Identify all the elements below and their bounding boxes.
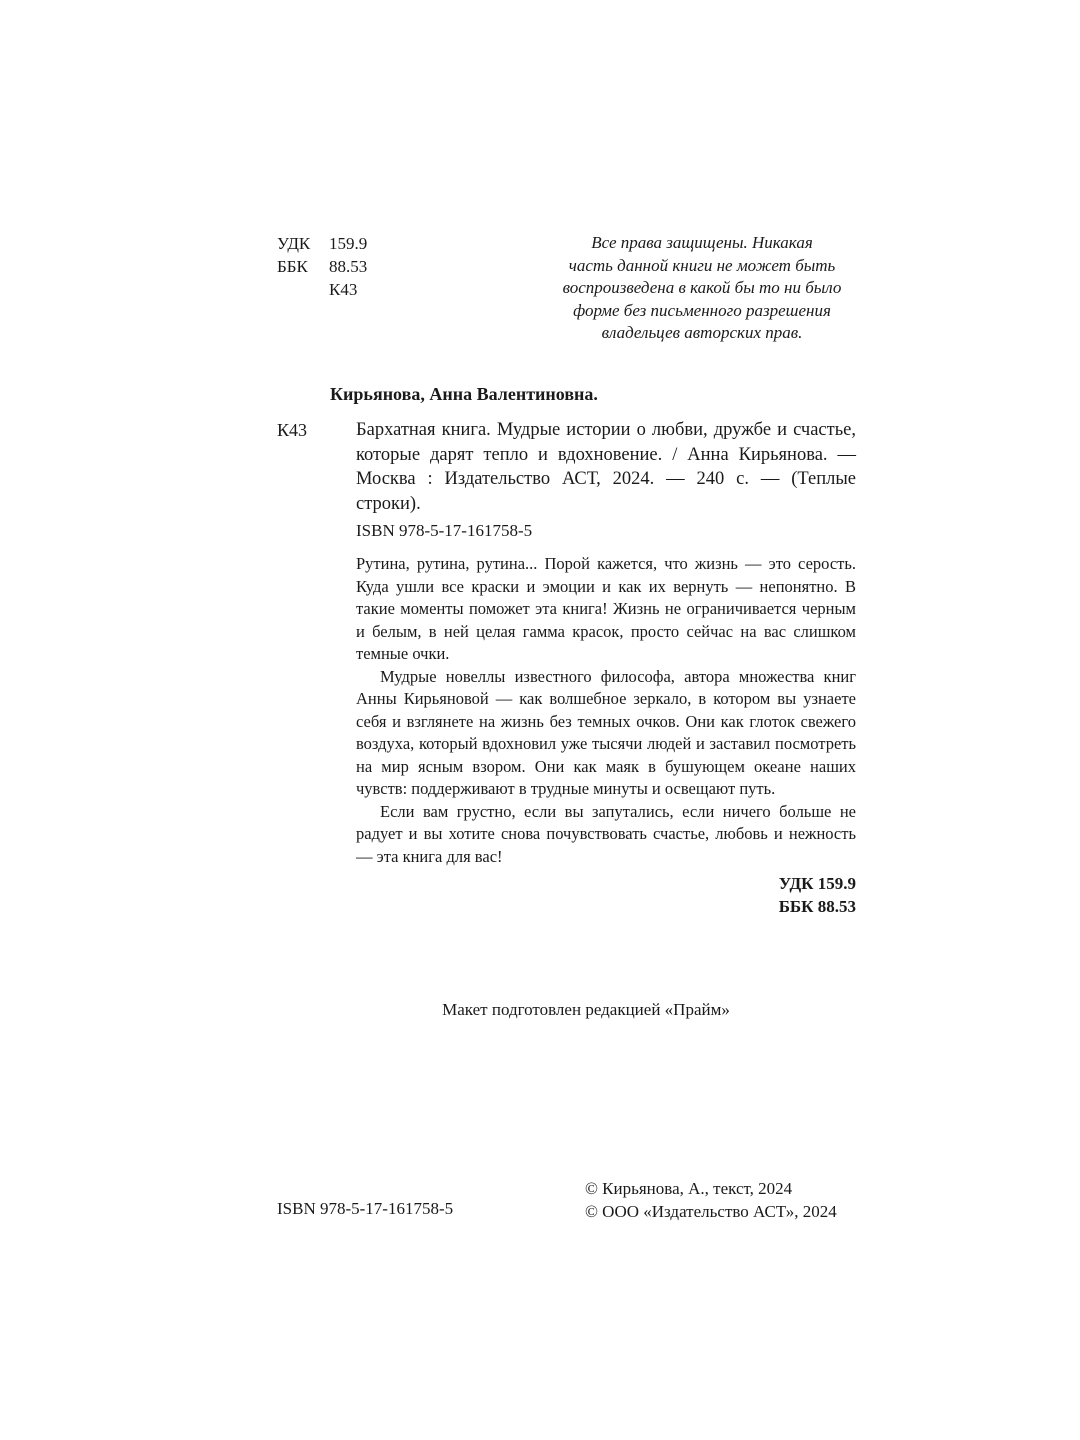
author-mark: К43	[329, 280, 358, 299]
copyright-line: © ООО «Издательство АСТ», 2024	[585, 1201, 837, 1221]
isbn-entry: ISBN 978-5-17-161758-5	[356, 521, 533, 540]
classification-codes	[277, 232, 367, 301]
author-mark-row	[277, 278, 367, 301]
bbk-value: 88.53	[329, 257, 368, 276]
annotation-paragraph: Рутина, рутина, рутина... Порой кажется, что жизнь — это серость. Куда ушли все краски и эмоции и как их вернуть — непонятно. В такие моменты поможет эта книга! Жизнь не ограничивается черным и белым, в ней целая гамма красок, просто сейчас на вас слишком темные очки.	[356, 554, 856, 663]
isbn-footer: ISBN 978-5-17-161758-5	[277, 1199, 454, 1218]
udk-row	[277, 232, 367, 255]
udk-bottom: УДК 159.9	[778, 874, 856, 893]
rights-line: форме без письменного разрешения	[573, 300, 831, 320]
prepared-by: Макет подготовлен редакцией «Прайм»	[442, 1000, 730, 1019]
udk-label: УДК	[277, 234, 311, 253]
bbk-label: ББК	[277, 257, 308, 276]
rights-line: владельцев авторских прав.	[601, 323, 803, 342]
annotation	[356, 553, 856, 868]
bbk-row	[277, 255, 367, 278]
rights-line: Все права защищены. Никакая	[591, 233, 813, 252]
copyright-block	[585, 1178, 837, 1223]
classification-codes-bottom	[779, 872, 856, 918]
annotation-paragraph: Мудрые новеллы известного философа, автора множества книг Анны Кирьяновой — как волшебное зеркало, в котором вы узнаете себя и взглянете на жизнь без темных очков. Они как глоток свежего воздуха, который вдохновил уже тысячи людей и заставил посмотреть на мир ясным взором. Они как маяк в бушующем океане наших чувств: поддерживают в трудные минуты и освещают путь.	[356, 666, 856, 798]
annotation-paragraph: Если вам грустно, если вы запутались, если ничего больше не радует и вы хотите снова почувствовать счастье, любовь и нежность — эта книга для вас!	[356, 801, 856, 866]
bbk-bottom: ББК 88.53	[778, 897, 856, 916]
copyright-line: © Кирьянова, А., текст, 2024	[585, 1179, 793, 1198]
author-heading: Кирьянова, Анна Валентиновна.	[330, 384, 598, 404]
rights-notice	[548, 232, 856, 345]
udk-value: 159.9	[329, 234, 368, 253]
title-description: Бархатная книга. Мудрые истории о любви, дружбе и счастье, которые дарят тепло и вдохновение. / Анна Кирьянова. — Москва : Издательство АСТ, 2024. — 240 с. — (Теплые строки).	[356, 420, 856, 514]
rights-line: воспроизведена в какой бы то ни было	[562, 278, 842, 297]
rights-line: часть данной книги не может быть	[568, 255, 836, 275]
entry-mark: К43	[277, 420, 308, 440]
